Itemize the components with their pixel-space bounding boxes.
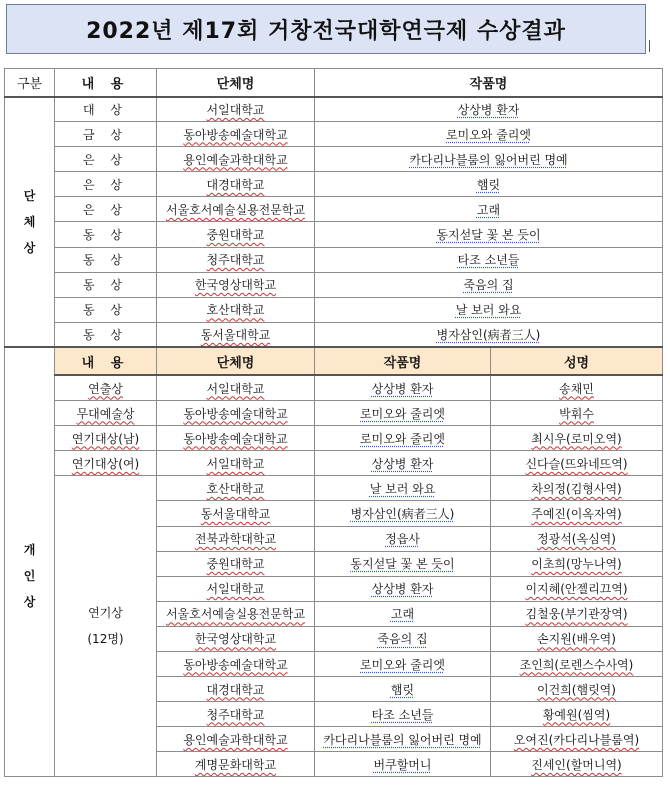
group-award-row: [5, 172, 663, 197]
team-name: 대경대학교: [157, 172, 315, 197]
work-title: 죽음의 집: [315, 626, 491, 651]
winner-name: 황예원(씸역): [491, 702, 663, 727]
award-label: 금 상: [55, 122, 157, 147]
group-award-row: [5, 322, 663, 347]
team-name: 호산대학교: [157, 297, 315, 322]
work-title: 상상병 환자: [315, 375, 491, 400]
team-name: 동아방송예술대학교: [157, 426, 315, 451]
work-title: 햄릿: [315, 172, 663, 197]
team-name: 동아방송예술대학교: [157, 122, 315, 147]
group-award-row: [5, 272, 663, 297]
work-title: 상상병 환자: [315, 576, 491, 601]
team-name: 서울호서예술실용전문학교: [157, 197, 315, 222]
team-name: 동서울대학교: [157, 322, 315, 347]
team-name: 청주대학교: [157, 247, 315, 272]
title-banner: [6, 4, 646, 54]
team-name: 동아방송예술대학교: [157, 401, 315, 426]
award-label: 연기대상(여): [55, 451, 157, 476]
work-title: 타조 소년들: [315, 702, 491, 727]
work-title: 날 보러 와요: [315, 476, 491, 501]
work-title: 고래: [315, 197, 663, 222]
team-name: 중원대학교: [157, 222, 315, 247]
winner-name: 손지원(배우역): [491, 626, 663, 651]
work-title: 카다리나블룸의 잃어버린 명예: [315, 727, 491, 752]
group-award-row: [5, 97, 663, 122]
page-title: 2022년 제17회 거창전국대학연극제 수상결과: [86, 18, 566, 44]
work-title: 상상병 환자: [315, 451, 491, 476]
work-title: 병자삼인(病者三人): [315, 322, 663, 347]
individual-award-row: [5, 426, 663, 451]
award-label: 동 상: [55, 247, 157, 272]
winner-name: 이지혜(안젤리끄역): [491, 576, 663, 601]
winner-name: 차의정(김형사역): [491, 476, 663, 501]
work-title: 햄릿: [315, 677, 491, 702]
team-name: 한국영상대학교: [157, 626, 315, 651]
team-name: 계명문화대학교: [157, 752, 315, 777]
text-cursor-mark: [649, 40, 650, 52]
team-name: 서울호서예술실용전문학교: [157, 601, 315, 626]
individual-award-row: [5, 401, 663, 426]
results-table: [4, 68, 663, 777]
acting-award-label: 연기상: [88, 606, 123, 621]
content-header: 내 용: [55, 69, 157, 97]
individual-category-label: 개 인 상: [5, 375, 55, 777]
team-name: 전북과학대학교: [157, 526, 315, 551]
work-title: 병자삼인(病者三人): [315, 501, 491, 526]
team-name: 한국영상대학교: [157, 272, 315, 297]
group-award-row: [5, 197, 663, 222]
acting-award-count: (12명): [87, 632, 124, 647]
category-header: 구분: [5, 69, 55, 97]
team-name: 서일대학교: [157, 375, 315, 400]
work-title: 동지섣달 꽃 본 듯이: [315, 551, 491, 576]
work-title: 동지섣달 꽃 본 듯이: [315, 222, 663, 247]
content-header-2: 내 용: [55, 347, 157, 375]
team-name: 용인예술과학대학교: [157, 727, 315, 752]
winner-name: 조인희(로렌스수사역): [491, 651, 663, 676]
winner-name: 송채민: [491, 375, 663, 400]
team-name: 청주대학교: [157, 702, 315, 727]
acting-award-cell: [55, 476, 157, 777]
name-header: 성명: [491, 347, 663, 375]
winner-name: 주예진(이옥자역): [491, 501, 663, 526]
group-award-row: [5, 222, 663, 247]
individual-award-row: [5, 451, 663, 476]
team-name: 서일대학교: [157, 451, 315, 476]
work-title: 타조 소년들: [315, 247, 663, 272]
award-label: 은 상: [55, 197, 157, 222]
group-header-row: [5, 69, 663, 97]
award-label: 동 상: [55, 222, 157, 247]
winner-name: 진세인(할머니역): [491, 752, 663, 777]
work-title: 로미오와 줄리엣: [315, 651, 491, 676]
team-name: 동서울대학교: [157, 501, 315, 526]
group-category-label: 단 체 상: [5, 97, 55, 348]
group-award-row: [5, 147, 663, 172]
winner-name: 신다슬(뜨와네뜨역): [491, 451, 663, 476]
award-label: 동 상: [55, 272, 157, 297]
award-label: 은 상: [55, 172, 157, 197]
group-award-row: [5, 247, 663, 272]
acting-award-row: [5, 476, 663, 501]
winner-name: 이초희(망누나역): [491, 551, 663, 576]
group-award-row: [5, 122, 663, 147]
work-title: 날 보러 와요: [315, 297, 663, 322]
award-label: 동 상: [55, 322, 157, 347]
award-label: 대 상: [55, 97, 157, 122]
team-name: 서일대학교: [157, 97, 315, 122]
award-label: 동 상: [55, 297, 157, 322]
team-name: 중원대학교: [157, 551, 315, 576]
team-name: 용인예술과학대학교: [157, 147, 315, 172]
winner-name: 박휘수: [491, 401, 663, 426]
work-title: 상상병 환자: [315, 97, 663, 122]
winner-name: 김철웅(부기관장역): [491, 601, 663, 626]
work-header-2: 작품명: [315, 347, 491, 375]
work-title: 로미오와 줄리엣: [315, 401, 491, 426]
award-label: 연출상: [55, 375, 157, 400]
individual-category-spacer: [5, 347, 55, 375]
award-label: 무대예술상: [55, 401, 157, 426]
team-header: 단체명: [157, 69, 315, 97]
team-name: 호산대학교: [157, 476, 315, 501]
work-title: 고래: [315, 601, 491, 626]
individual-header-row: [5, 347, 663, 375]
winner-name: 정광석(옥심역): [491, 526, 663, 551]
work-title: 버쿠할머니: [315, 752, 491, 777]
team-header-2: 단체명: [157, 347, 315, 375]
work-title: 죽음의 집: [315, 272, 663, 297]
individual-award-row: [5, 375, 663, 400]
team-name: 동아방송예술대학교: [157, 651, 315, 676]
winner-name: 이건희(햄릿역): [491, 677, 663, 702]
award-label: 연기대상(남): [55, 426, 157, 451]
winner-name: 최시우(로미오역): [491, 426, 663, 451]
group-award-row: [5, 297, 663, 322]
award-label: 은 상: [55, 147, 157, 172]
winner-name: 오여진(카다리나블룸역): [491, 727, 663, 752]
work-header: 작품명: [315, 69, 663, 97]
work-title: 로미오와 줄리엣: [315, 426, 491, 451]
work-title: 로미오와 줄리엣: [315, 122, 663, 147]
work-title: 카다리나블룸의 잃어버린 명예: [315, 147, 663, 172]
team-name: 서일대학교: [157, 576, 315, 601]
team-name: 대경대학교: [157, 677, 315, 702]
work-title: 정읍사: [315, 526, 491, 551]
